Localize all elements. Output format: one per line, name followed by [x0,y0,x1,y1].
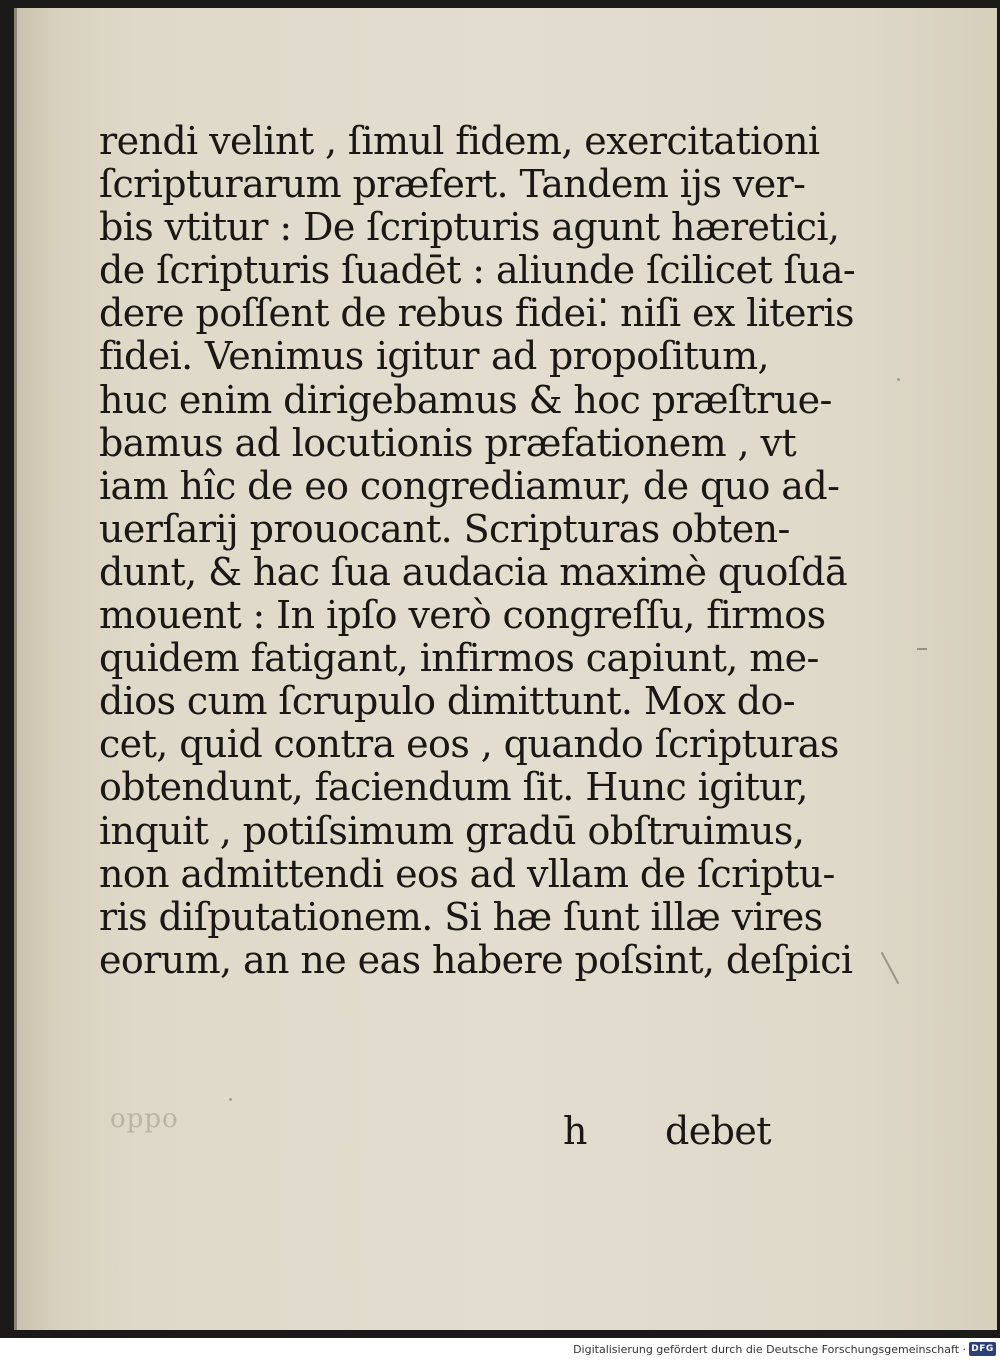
text-line: ris diſputationem. Si hæ ſunt illæ vires [99,894,823,939]
text-line: de ſcripturis ſuadēt : aliunde ſcilicet ſua- [99,248,856,293]
digitization-credit: Digitalisierung gefördert durch die Deutsche Forschungsgemeinschaft · [573,1343,966,1356]
margin-stroke-mark [881,952,900,985]
dfg-logo-icon: DFG [969,1342,996,1356]
book-page [14,8,997,1330]
text-line: obtendunt, faciendum ſit. Hunc igitur, [99,765,808,810]
credit-bar [0,1340,1000,1360]
text-line: dios cum ſcrupulo dimittunt. Mox do- [99,679,796,724]
text-line: iam hîc de eo congrediamur, de quo ad- [99,463,840,508]
text-line: uerſarij prouocant. Scripturas obten- [99,506,790,551]
text-line: rendi velint , ſimul fidem, exercitationi [99,119,820,163]
text-line: dere poſſent de rebus fidei⁚ niſi ex literis [99,291,854,336]
signature-mark: h [563,1109,587,1153]
text-line: huc enim dirigebamus & hoc præſtrue- [99,377,832,422]
text-line: non admittendi eos ad vllam de ſcriptu- [99,851,835,896]
show-through-text: oqqo [109,1104,178,1134]
text-line: ſcripturarum præfert. Tandem ijs ver- [99,162,806,207]
text-line: cet, quid contra eos , quando ſcripturas [99,722,839,767]
text-line: dunt, & hac ſua audacia maximè quoſdā [99,549,848,594]
paper-fleck [897,378,900,381]
text-line: bamus ad locutionis præfationem , vt [99,420,797,465]
margin-dash-mark [917,648,927,650]
text-line: mouent : In ipſo verò congreſſu, firmos [99,593,826,638]
text-line: eorum, an ne eas habere poſsint, deſpici [99,937,853,982]
catchword: debet [665,1109,771,1153]
text-line: quidem fatigant, infirmos capiunt, me- [99,636,819,681]
text-line: bis vtitur : De ſcripturis agunt hæretici, [99,205,840,250]
text-line: fidei. Venimus igitur ad propoſitum, [99,334,769,379]
paper-fleck [229,1098,232,1101]
text-block [99,119,856,982]
text-line: inquit , potiſsimum gradū obſtruimus, [99,808,805,853]
